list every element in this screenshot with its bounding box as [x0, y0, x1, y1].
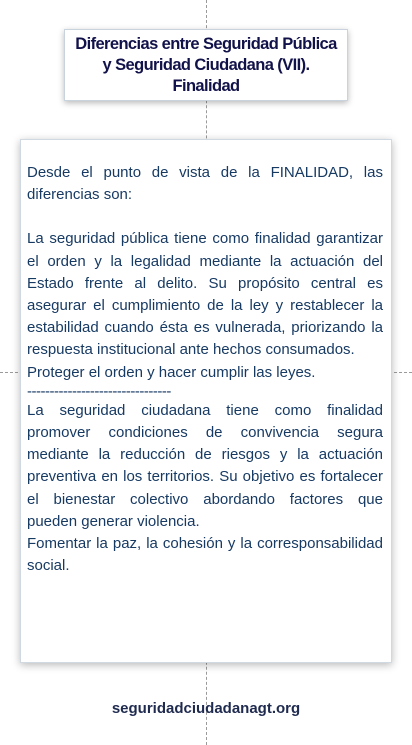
publica-paragraph: La seguridad pública tiene como finalidad garantizar el orden y la legalidad mediante la actuación del Estado frente al delito. Su propósito central es asegurar el cumplimiento de la ley y restablecer la estabilidad cuando ésta es vulnerada, priorizando la respuesta institucional ante hechos consumados. — [27, 230, 383, 359]
intro-paragraph: Desde el punto de vista de la FINALIDAD, las diferencias son: — [27, 164, 383, 204]
title-card — [64, 29, 348, 101]
ciudadana-paragraph: La seguridad ciudadana tiene como finalidad promover condiciones de convivencia segura mediante la reducción de riesgos y la actuación preventiva en los territorios. Su objetivo es fortalecer el bienestar colectivo abordando factores que pueden generar violencia. — [27, 401, 383, 530]
spacer — [27, 206, 383, 228]
website-footer: seguridadciudadanagt.org — [111, 700, 301, 717]
content-card — [20, 139, 392, 663]
ciudadana-summary: Fomentar la paz, la cohesión y la corresponsabilidad social. — [27, 535, 383, 575]
page-title: Diferencias entre Seguridad Pública y Seguridad Ciudadana (VII). Finalidad — [75, 34, 337, 95]
dashed-divider: -------------------------------- — [27, 383, 171, 400]
publica-summary: Proteger el orden y hacer cumplir las leyes. — [27, 363, 316, 381]
